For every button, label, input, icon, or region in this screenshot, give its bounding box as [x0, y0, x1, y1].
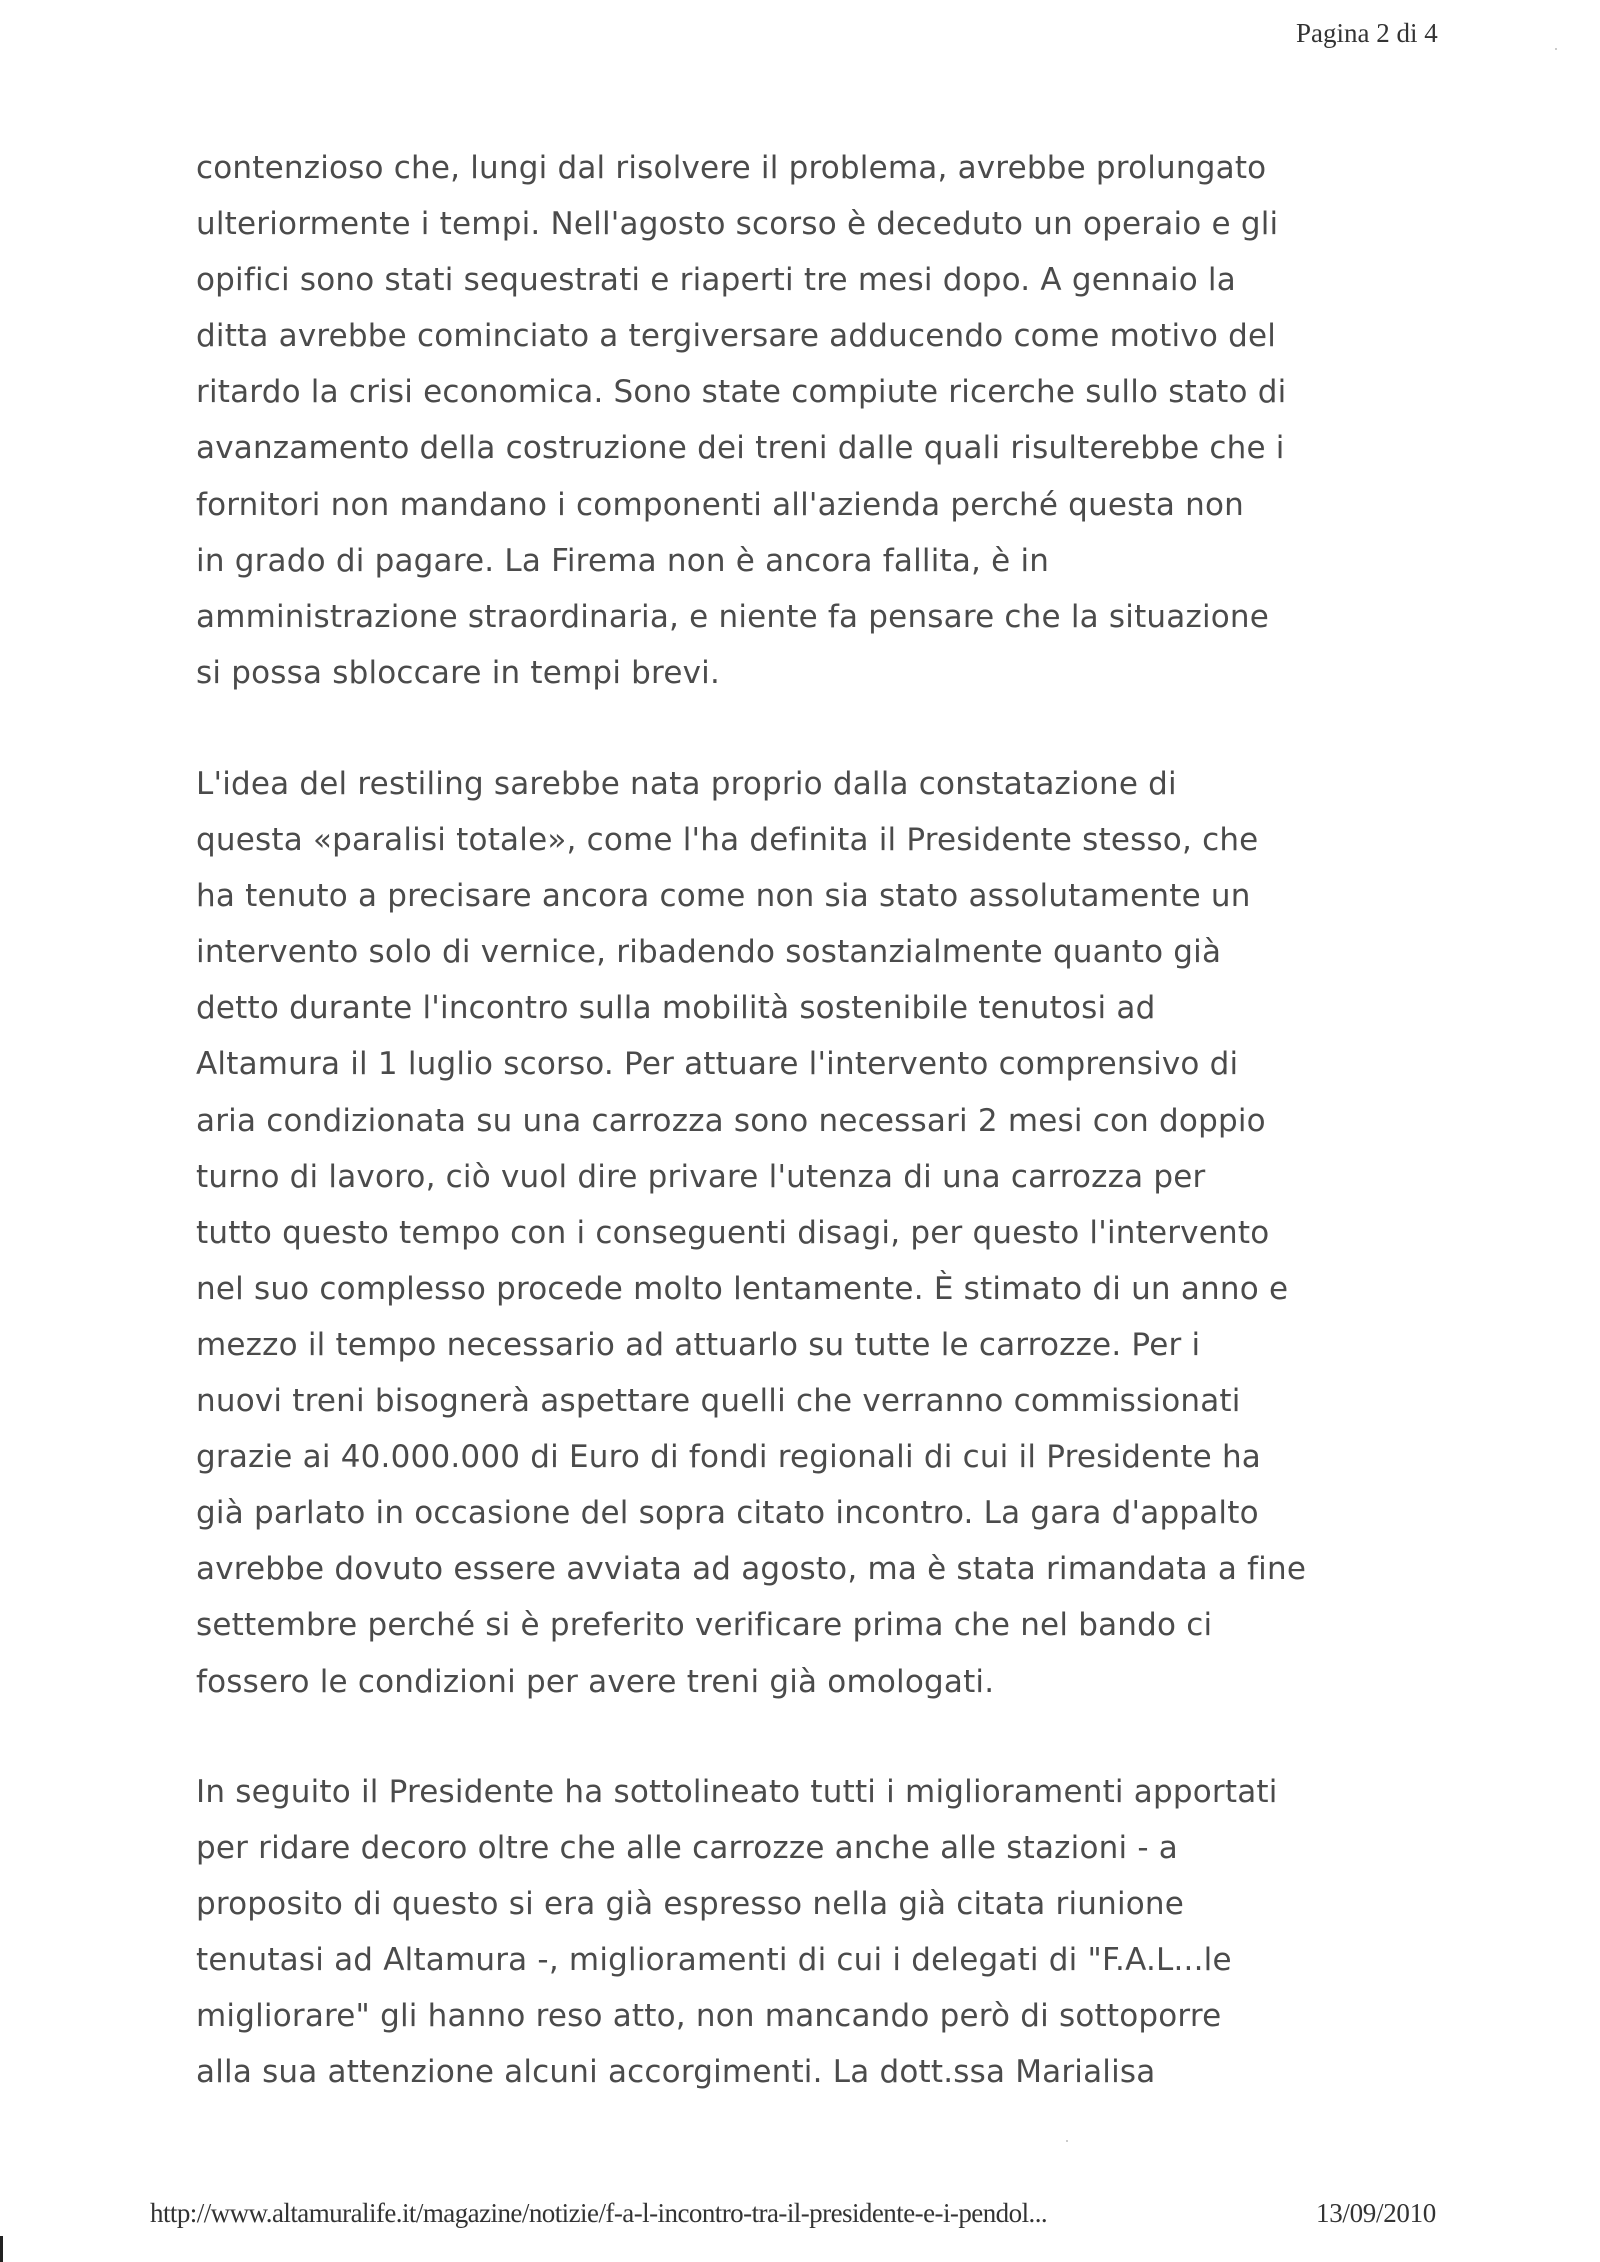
text-line: turno di lavoro, ciò vuol dire privare l'utenza di una carrozza per	[196, 1158, 1206, 1195]
text-line: L'idea del restiling sarebbe nata proprio dalla constatazione di	[196, 766, 1177, 802]
text-line: grazie ai 40.000.000 di Euro di fondi regionali di cui il Presidente ha	[196, 1439, 1261, 1476]
text-line: ritardo la crisi economica. Sono state compiute ricerche sullo stato di	[196, 374, 1287, 411]
article-paragraph-1	[196, 140, 1419, 701]
text-line: tenutasi ad Altamura -, miglioramenti di cui i delegati di "F.A.L...le	[196, 1942, 1232, 1979]
text-line: alla sua attenzione alcuni accorgimenti. La dott.ssa Marialisa	[196, 2054, 1156, 2091]
text-line: per ridare decoro oltre che alle carrozze anche alle stazioni - a	[196, 1830, 1178, 1867]
text-line: avrebbe dovuto essere avviata ad agosto, ma è stata rimandata a fine	[196, 1551, 1307, 1588]
source-url: http://www.altamuralife.it/magazine/notizie/f-a-l-incontro-tra-il-presidente-e-i-pendol...	[150, 2198, 1048, 2228]
text-line: avanzamento della costruzione dei treni dalle quali risulterebbe che i	[196, 430, 1285, 467]
text-line: fossero le condizioni per avere treni già omologati.	[196, 1663, 995, 1700]
text-line: questa «paralisi totale», come l'ha definita il Presidente stesso, che	[196, 822, 1259, 859]
scan-margin-mark	[0, 2236, 3, 2262]
text-line: ulteriormente i tempi. Nell'agosto scorso è deceduto un operaio e gli	[196, 206, 1279, 243]
text-line: opifici sono stati sequestrati e riaperti tre mesi dopo. A gennaio la	[196, 262, 1236, 299]
text-line: nuovi treni bisognerà aspettare quelli che verranno commissionati	[196, 1383, 1241, 1420]
text-line: ditta avrebbe cominciato a tergiversare adducendo come motivo del	[196, 318, 1277, 355]
text-line: nel suo complesso procede molto lentamente. È stimato di un anno e	[196, 1270, 1289, 1307]
text-line: migliorare" gli hanno reso atto, non mancando però di sottoporre	[196, 1998, 1222, 2035]
text-line: detto durante l'incontro sulla mobilità sostenibile tenutosi ad	[196, 990, 1156, 1027]
text-line: mezzo il tempo necessario ad attuarlo su tutte le carrozze. Per i	[196, 1326, 1201, 1363]
article-paragraph-2	[196, 756, 1419, 1710]
text-line: tutto questo tempo con i conseguenti disagi, per questo l'intervento	[196, 1214, 1270, 1251]
article-paragraph-3	[196, 1764, 1419, 2101]
text-line: già parlato in occasione del sopra citato incontro. La gara d'appalto	[196, 1495, 1259, 1532]
page-indicator: Pagina 2 di 4	[1296, 18, 1438, 48]
text-line: contenzioso che, lungi dal risolvere il problema, avrebbe prolungato	[196, 150, 1267, 186]
text-line: amministrazione straordinaria, e niente fa pensare che la situazione	[196, 598, 1270, 635]
text-line: si possa sbloccare in tempi brevi.	[196, 654, 721, 691]
text-line: ha tenuto a precisare ancora come non sia stato assolutamente un	[196, 878, 1251, 915]
scan-speck	[1066, 2140, 1068, 2142]
text-line: intervento solo di vernice, ribadendo sostanzialmente quanto già	[196, 934, 1222, 971]
text-line: aria condizionata su una carrozza sono necessari 2 mesi con doppio	[196, 1102, 1266, 1139]
text-line: settembre perché si è preferito verificare prima che nel bando ci	[196, 1607, 1213, 1644]
text-line: proposito di questo si era già espresso nella già citata riunione	[196, 1886, 1185, 1923]
print-date: 13/09/2010	[1316, 2198, 1437, 2228]
text-line: In seguito il Presidente ha sottolineato tutti i miglioramenti apportati	[196, 1774, 1278, 1810]
text-line: Altamura il 1 luglio scorso. Per attuare l'intervento comprensivo di	[196, 1046, 1239, 1083]
text-line: in grado di pagare. La Firema non è ancora fallita, è in	[196, 542, 1050, 579]
scan-speck	[1555, 48, 1557, 50]
text-line: fornitori non mandano i componenti all'azienda perché questa non	[196, 486, 1244, 523]
